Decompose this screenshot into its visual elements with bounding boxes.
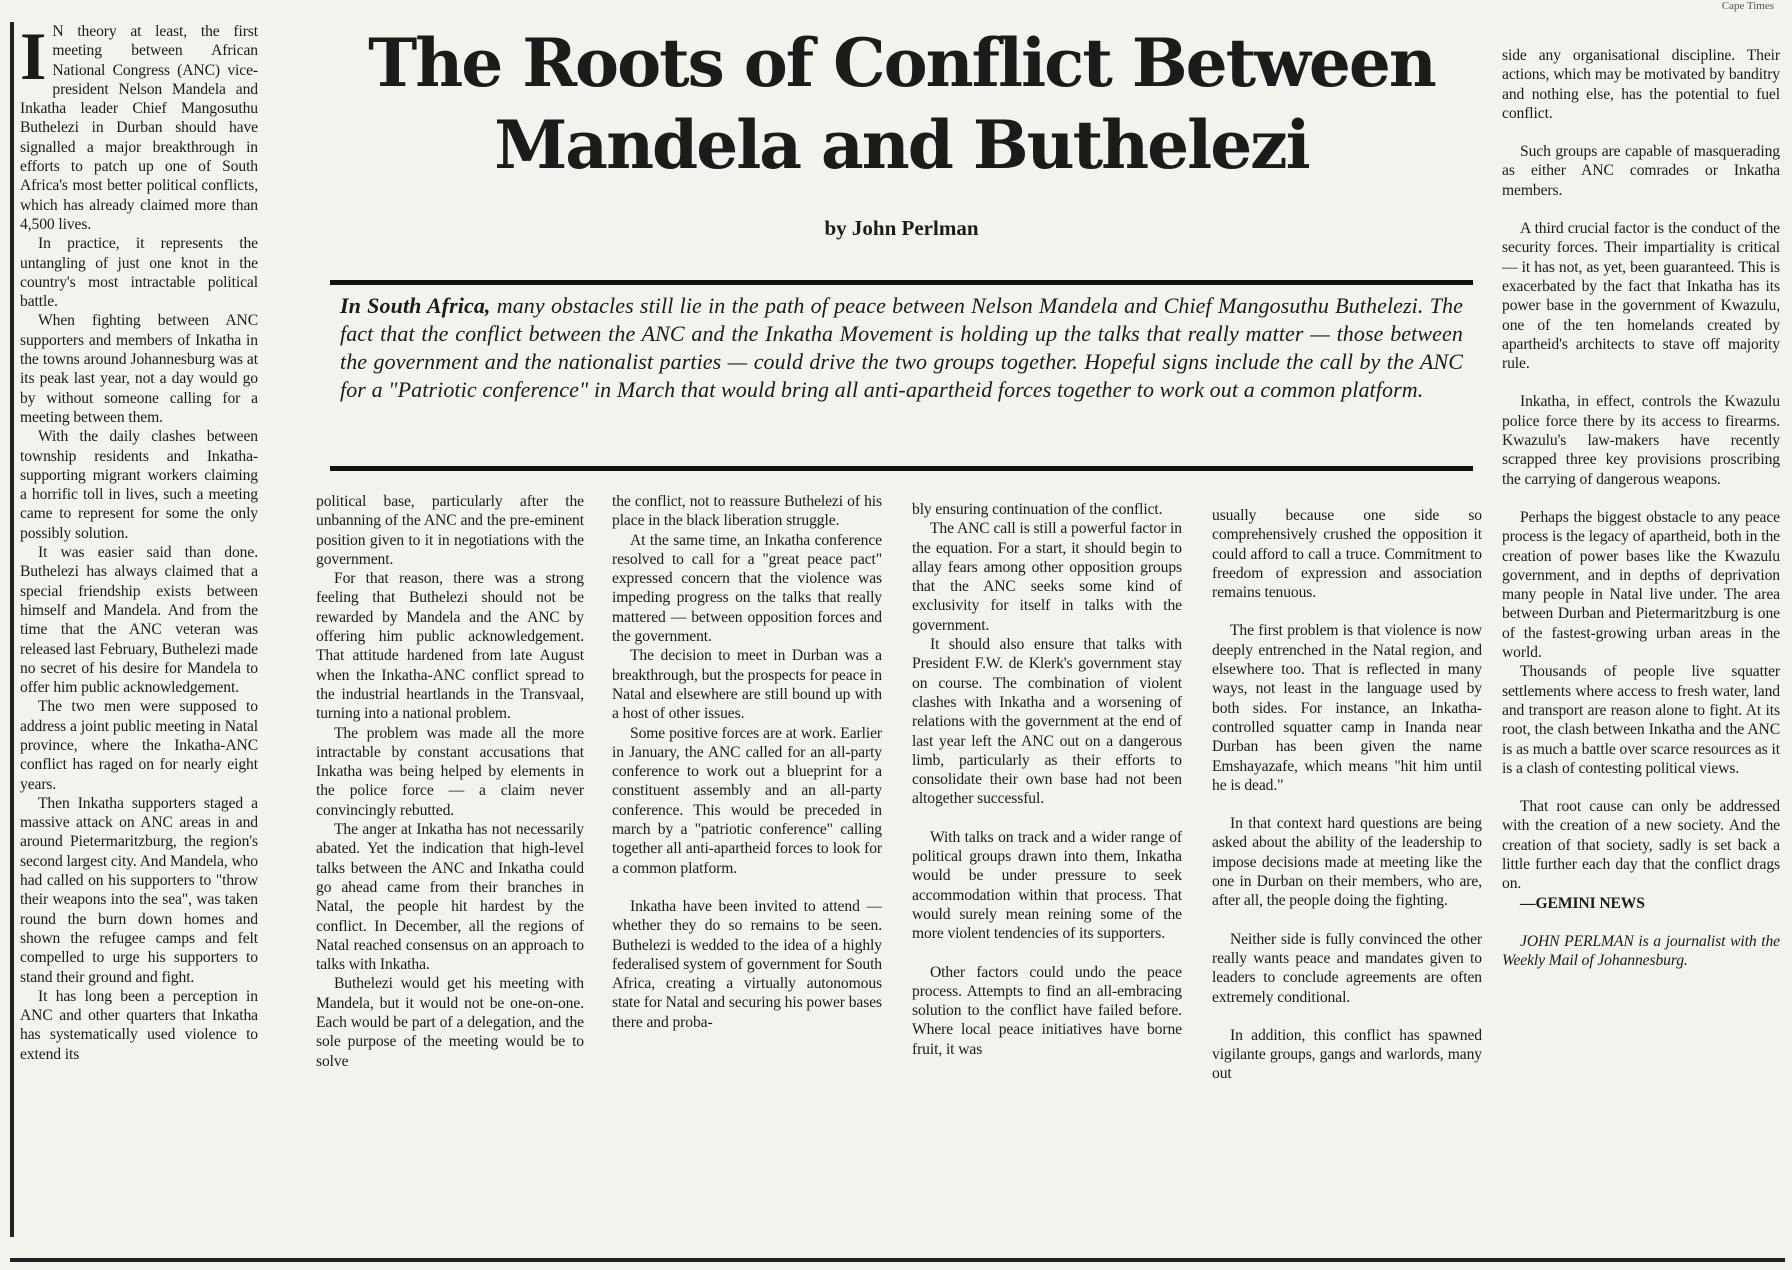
col2-paragraph-4: The anger at Inkatha has not necessarily abated. Yet the indication that high-level talks between the ANC and Inkatha could go ahead came from their branches in Natal, the people hit hardest by the conflict. In December, all the regions of Natal reached consensus on an approach to talks with Inkatha.	[316, 821, 584, 974]
author-bio: JOHN PERLMAN is a journalist with the Weekly Mail of Johannesburg.	[1502, 932, 1780, 970]
col1-paragraph-4: With the daily clashes between township residents and Inkatha-supporting migrant workers claiming a horrific toll in lives, such a meeting came to represent for some the only possibly solution.	[20, 428, 258, 542]
col4-paragraph-5: Other factors could undo the peace process. Attempts to find an all-embracing solution to the conflict have failed before. Where local peace initiatives have borne fruit, it was	[912, 963, 1182, 1058]
col6-paragraph-2: Such groups are capable of masquerading as either ANC comrades or Inkatha members.	[1502, 143, 1780, 199]
drop-cap: I	[20, 22, 47, 94]
lead-intro: In South Africa,	[340, 293, 491, 318]
lead-paragraph	[340, 292, 1463, 404]
col6-paragraph-3: A third crucial factor is the conduct of the security forces. Their impartiality is critical — it has not, as yet, been guaranteed. This is exacerbated by the fact that Inkatha has its power base in the government of Kwazulu, one of the ten homelands created by apartheid's architects to stave off majority rule.	[1502, 220, 1780, 373]
column-4	[912, 500, 1182, 1252]
left-column-rule	[10, 22, 14, 1237]
col1-paragraph-7: Then Inkatha supporters staged a massive attack on ANC areas in and around Pietermaritzburg, the region's second largest city. And Mandela, who had called on his supporters to "throw their weapons into the sea", was taken round the burn down homes and shown the refugee camps and felt compelled to urge his supporters to stand their ground and fight.	[20, 794, 258, 986]
col4-paragraph-3: It should also ensure that talks with President F.W. de Klerk's government stay on course. The combination of violent clashes with Inkatha and a worsening of relations with the government at the end of last year left the ANC out on a dangerous limb, particularly as their efforts to consolidate their own base had not been altogether successful.	[912, 636, 1182, 808]
col3-paragraph-4: Some positive forces are at work. Earlier in January, the ANC called for an all-party conference to work out a blueprint for a constituent assembly and an all-party conference. This would be preceded in march by a "patriotic conference" calling together all anti-apartheid forces to look for a common platform.	[612, 724, 882, 877]
col3-paragraph-5: Inkatha have been invited to attend — whether they do so remains to be seen. Buthelezi is wedded to the idea of a highly federalised system of government for South Africa, creating a virtually autonomous state for Natal and securing his power bases there and proba-	[612, 897, 882, 1031]
col3-paragraph-1: the conflict, not to reassure Buthelezi of his place in the black liberation struggle.	[612, 493, 882, 530]
col1-paragraph-8: It has long been a perception in ANC and other quarters that Inkatha has systematically used violence to extend its	[20, 987, 258, 1063]
col6-paragraph-7: That root cause can only be addressed with the creation of a new society. And the creation of that society, sadly is set back a little further each day that the conflict drags on.	[1502, 798, 1780, 893]
column-3	[612, 492, 882, 1252]
col5-paragraph-2: The first problem is that violence is now deeply entrenched in the Natal region, and elsewhere too. That is reflected in many ways, not least in the language used by both sides. For instance, an Inkatha-controlled squatter camp in Inanda near Durban has been given the name Emshayazafe, which means "hit him until he is dead."	[1212, 622, 1482, 794]
column-5	[1212, 506, 1482, 1252]
column-2	[316, 492, 584, 1252]
col6-paragraph-5: Perhaps the biggest obstacle to any peace process is the legacy of apartheid, both in the creation of power bases like the Kwazulu government, and in depths of deprivation many people in Natal live under. The area between Durban and Pietermaritzburg is one of the fastest-growing urban areas in the world.	[1502, 508, 1780, 662]
col3-paragraph-3: The decision to meet in Durban was a breakthrough, but the prospects for peace in Natal and elsewhere are still bound up with a host of other issues.	[612, 647, 882, 723]
col1-paragraph-5: It was easier said than done. Buthelezi has always claimed that a special friendship exists between himself and Mandela. And from the time that the ANC veteran was released last February, Buthelezi made no secret of his desire for Mandela to offer him public acknowledgement.	[20, 544, 258, 697]
col2-paragraph-2: For that reason, there was a strong feeling that Buthelezi should not be rewarded by Mandela and the ANC by offering him public acknowledgement. That attitude hardened from late August when the Inkatha-ANC conflict spread to the industrial heartlands in the Transvaal, turning into a national problem.	[316, 570, 584, 723]
col6-paragraph-4: Inkatha, in effect, controls the Kwazulu police force there by its access to firearms. Kwazulu's law-makers have recently scrapped three key provisions proscribing the carrying of dangerous weapons.	[1502, 393, 1780, 488]
lead-rule-top	[330, 280, 1473, 285]
col3-paragraph-2: At the same time, an Inkatha conference resolved to call for a "great peace pact" expressed concern that the violence was impeding progress on the talks that really mattered — between opposition forces and the government.	[612, 531, 882, 646]
col6-paragraph-6: Thousands of people live squatter settlements where access to fresh water, land and transport are reason alone to fight. At its root, the clash between Inkatha and the ANC is as much a battle over scarce resources as it is a clash of contesting political views.	[1502, 663, 1780, 777]
col2-paragraph-3: The problem was made all the more intractable by constant accusations that Inkatha was being helped by elements in the police force — a claim never convincingly rebutted.	[316, 724, 584, 819]
column-6	[1502, 46, 1780, 1252]
bottom-rule	[10, 1258, 1785, 1262]
masthead-fragment: Cape Times	[1721, 0, 1774, 12]
col1-paragraph-1: I N theory at least, the first meeting between African National Congress (ANC) vice-president Nelson Mandela and Inkatha leader Chief Mangosuthu Buthelezi in Durban should have signalled a major breakthrough in efforts to patch up one of South Africa's most better political conflicts, which has already claimed more than 4,500 lives.	[20, 22, 258, 233]
col1-paragraph-6: The two men were supposed to address a joint public meeting in Natal province, where the Inkatha-ANC conflict has raged on for nearly eight years.	[20, 698, 258, 793]
column-1	[20, 22, 258, 1252]
col5-paragraph-4: Neither side is fully convinced the other really wants peace and mandates given to leaders to conclude agreements are often extremely conditional.	[1212, 930, 1482, 1006]
headline: The Roots of Conflict Between Mandela and Buthelezi	[368, 24, 1435, 184]
col5-paragraph-1: usually because one side so comprehensively crushed the opposition it could afford to call a truce. Commitment to freedom of expression and association remains tenuous.	[1212, 507, 1482, 602]
signoff: —GEMINI NEWS	[1520, 894, 1645, 912]
lead-rule-bottom	[330, 466, 1473, 471]
col6-paragraph-1: side any organisational discipline. Their actions, which may be motivated by banditry and nothing else, has the potential to fuel conflict.	[1502, 47, 1780, 122]
col5-paragraph-3: In that context hard questions are being asked about the ability of the leadership to impose decisions made at meeting like the one in Durban on their members, who are, after all, the people doing the fighting.	[1212, 815, 1482, 910]
byline: by John Perlman	[824, 216, 979, 240]
col5-paragraph-5: In addition, this conflict has spawned vigilante groups, gangs and warlords, many out	[1212, 1026, 1482, 1083]
col4-paragraph-2: The ANC call is still a powerful factor in the equation. For a start, it should begin to allay fears among other opposition groups that the ANC seeks some kind of exclusivity for itself in talks with the government.	[912, 520, 1182, 634]
col4-paragraph-1: bly ensuring continuation of the conflict.	[912, 501, 1163, 518]
col2-paragraph-5: Buthelezi would get his meeting with Mandela, but it would not be one-on-one. Each would be part of a delegation, and the sole purpose of the meeting would be to solve	[316, 975, 584, 1070]
lead-text: many obstacles still lie in the path of peace between Nelson Mandela and Chief Mangosuthu Buthelezi. The fact that the conflict between the ANC and the Inkatha Movement is holding up the talks that really matter — those between the government and the nationalist parties — could drive the two groups together. Hopeful signs include the call by the ANC for a "Patriotic conference" in March that would bring all anti-apartheid forces together to work out a common platform.	[340, 293, 1463, 402]
col1-paragraph-2: In practice, it represents the untangling of just one knot in the country's most intractable political battle.	[20, 235, 258, 311]
col1-paragraph-3: When fighting between ANC supporters and members of Inkatha in the towns around Johannesburg was at its peak last year, not a day would go by without someone calling for a meeting between them.	[20, 312, 258, 426]
col4-paragraph-4: With talks on track and a wider range of political groups drawn into them, Inkatha would be under pressure to seek accommodation within that process. That would surely mean reining some of the more violent tendencies of its supporters.	[912, 828, 1182, 943]
col2-paragraph-1: political base, particularly after the unbanning of the ANC and the pre-eminent position given to it in negotiations with the government.	[316, 493, 584, 568]
